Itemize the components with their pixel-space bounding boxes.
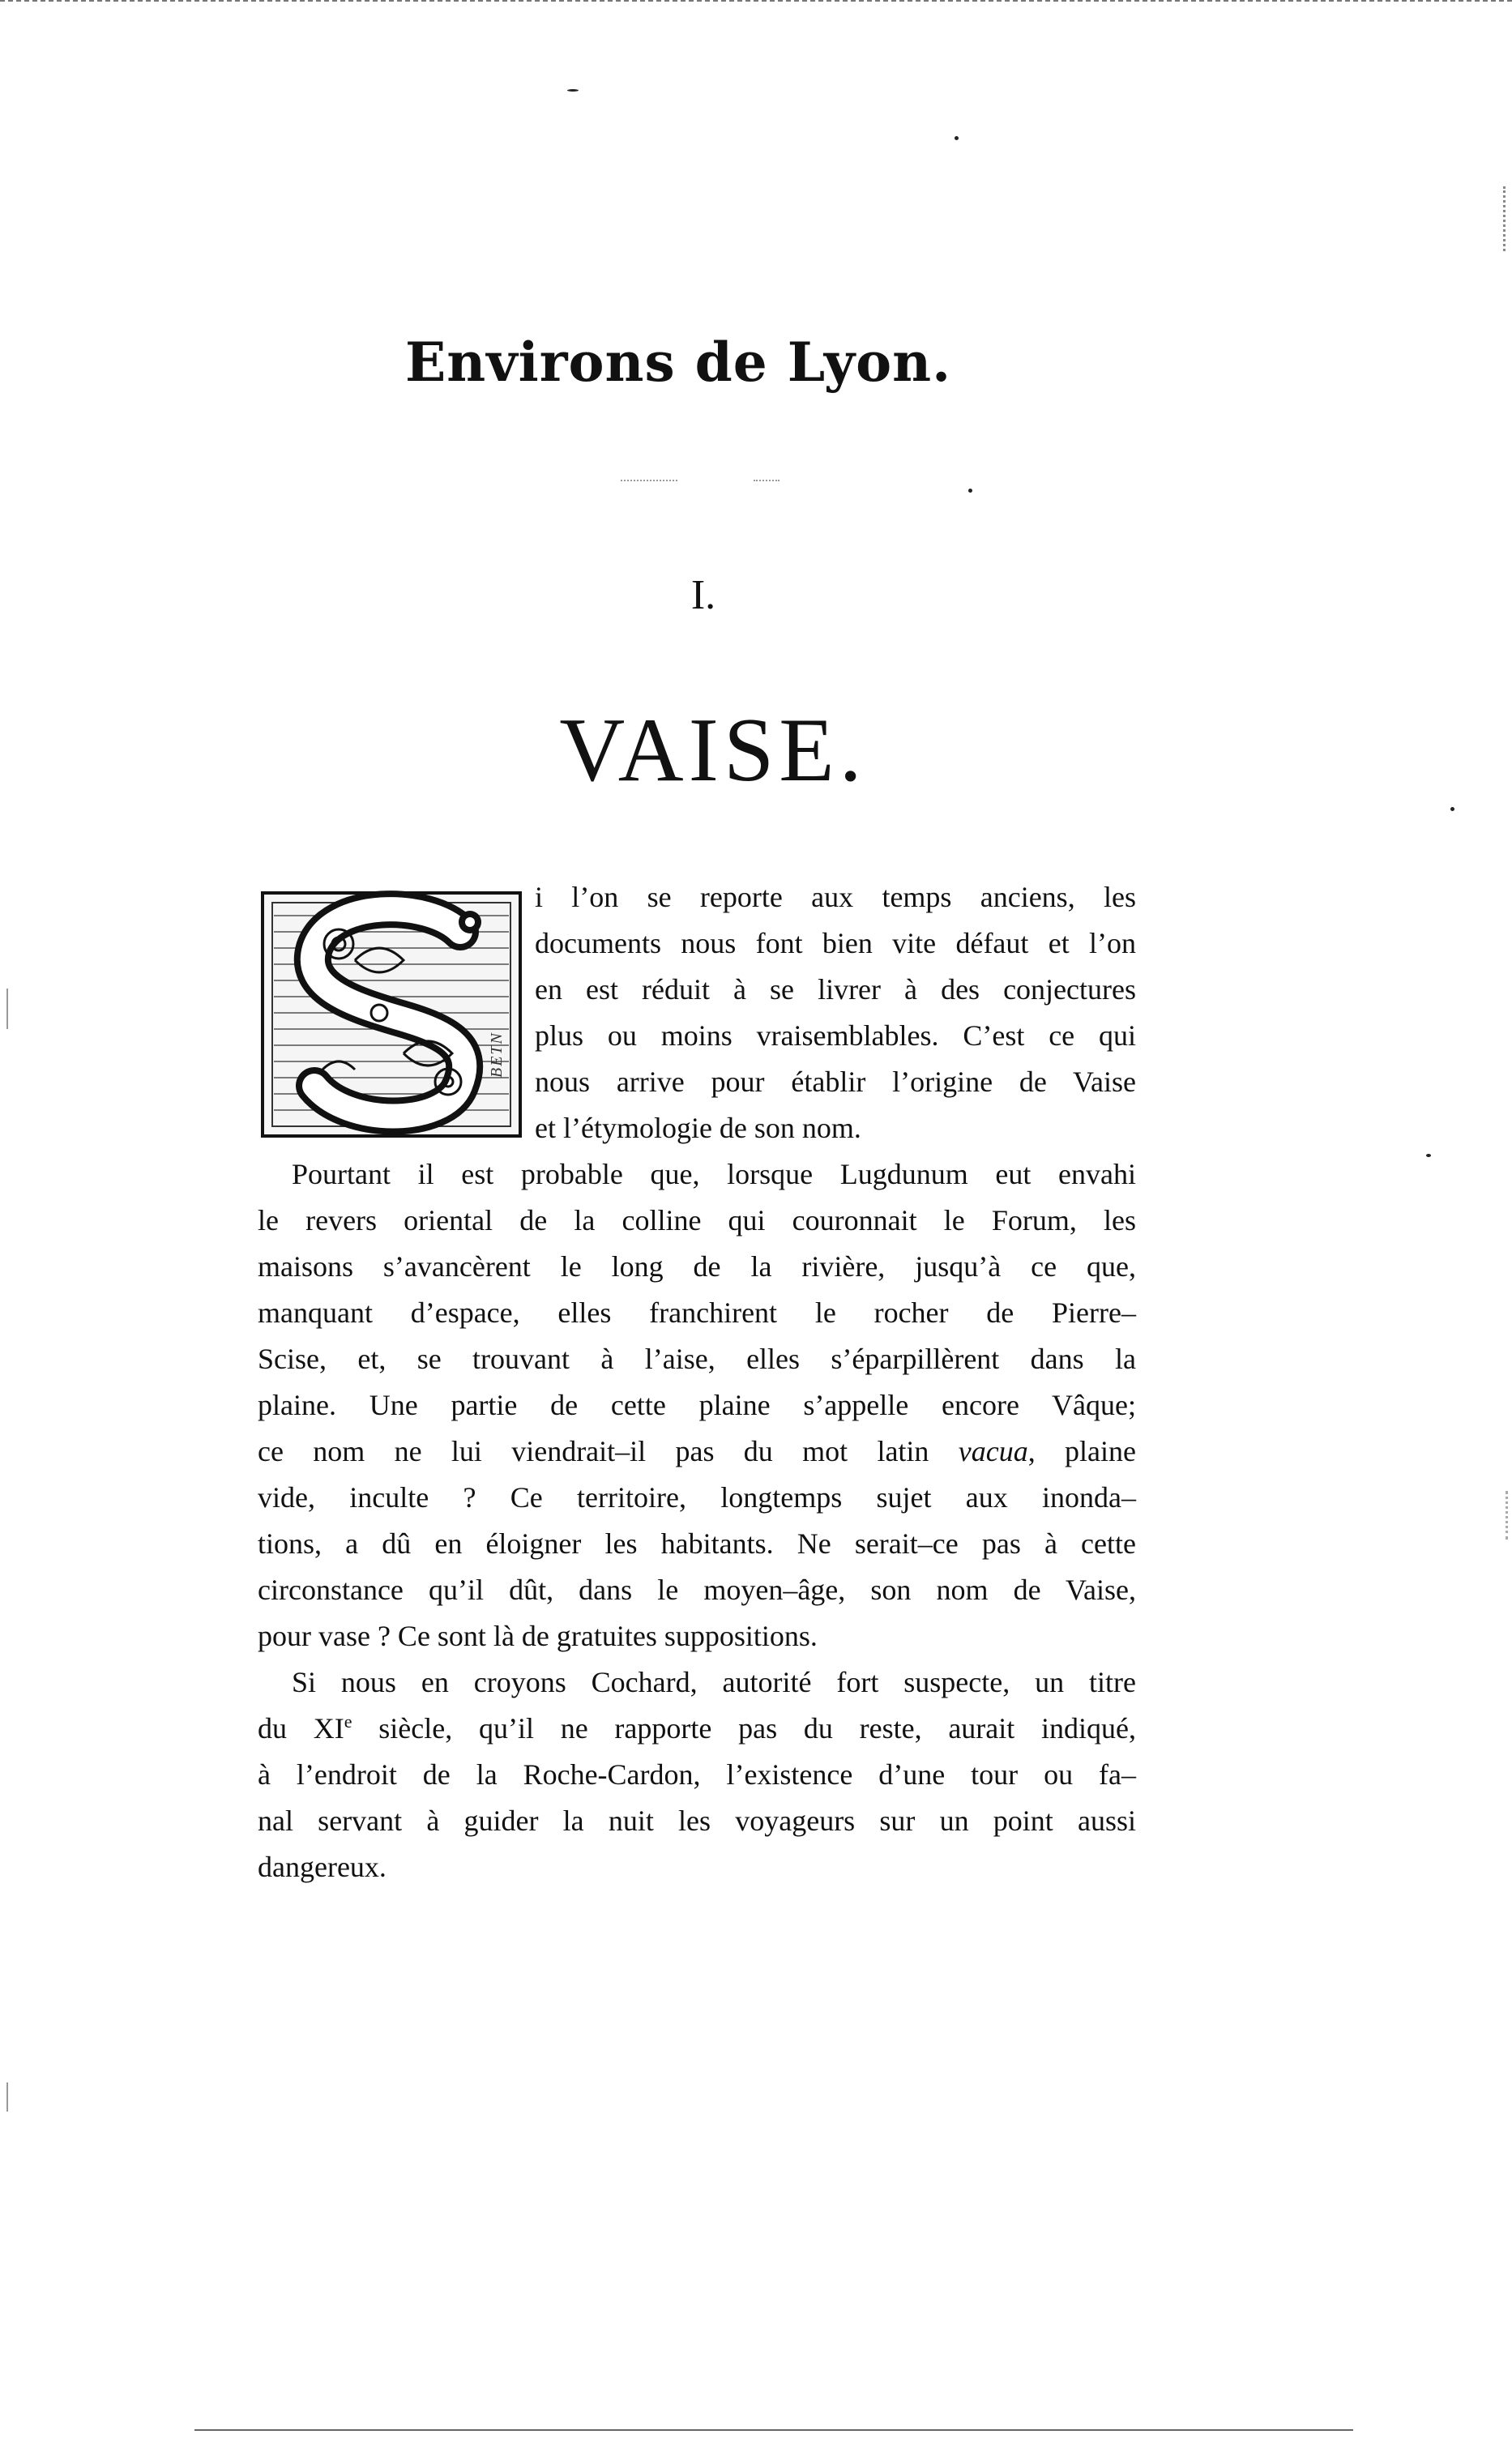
text-line: documents nous font bien vite défaut et l’on — [535, 927, 1136, 959]
chapter-number: I. — [690, 572, 716, 618]
opening-paragraph — [535, 874, 1136, 1151]
text-line: dangereux. — [258, 1851, 387, 1883]
text-line: pour vase ? Ce sont là de gratuites suppositions. — [258, 1620, 818, 1652]
text-line: i l’on se reporte aux temps anciens, les — [535, 881, 1136, 913]
ornamental-rule — [754, 480, 779, 481]
text-line: manquant d’espace, elles franchirent le rocher de Pierre– — [258, 1296, 1136, 1329]
text-line: Pourtant il est probable que, lorsque Lugdunum eut envahi — [292, 1158, 1136, 1190]
text-line: Si nous en croyons Cochard, autorité fort suspecte, un titre — [292, 1666, 1136, 1698]
scan-edge-mark — [6, 2082, 8, 2112]
text-line: plaine. Une partie de cette plaine s’appelle encore Vâque; — [258, 1389, 1136, 1421]
text-line: nal servant à guider la nuit les voyageurs sur un point aussi — [258, 1804, 1136, 1837]
text-line: circonstance qu’il dût, dans le moyen–âge, son nom de Vaise, — [258, 1574, 1136, 1606]
ink-speck — [1450, 807, 1454, 811]
running-title: Environs de Lyon. — [405, 331, 952, 394]
ornamental-rule — [621, 480, 677, 481]
text-segment: ce nom ne lui viendrait–il pas du mot latin — [258, 1435, 959, 1467]
text-segment: du XI — [258, 1712, 344, 1745]
scan-edge-mark — [1503, 186, 1506, 251]
ink-speck — [955, 136, 959, 140]
text-segment: siècle, qu’il ne rapporte pas du reste, aurait indiqué, — [352, 1712, 1136, 1745]
engraver-signature: BETN — [488, 1031, 506, 1078]
ink-speck — [1426, 1154, 1431, 1157]
text-line: Scise, et, se trouvant à l’aise, elles s’éparpillèrent dans la — [258, 1343, 1136, 1375]
text-line: en est réduit à se livrer à des conjectures — [535, 973, 1136, 1006]
chapter-title: VAISE. — [559, 700, 867, 801]
ornamental-dropcap-icon — [258, 883, 528, 1144]
scan-edge-bottom — [194, 2429, 1353, 2431]
paragraph-2 — [258, 1151, 1136, 1659]
ink-speck — [968, 489, 972, 493]
ink-speck — [567, 89, 579, 92]
paragraph-3 — [258, 1659, 1136, 1890]
text-segment: , plaine — [1027, 1435, 1136, 1467]
text-line: plus ou moins vraisemblables. C’est ce qui — [535, 1019, 1136, 1052]
text-line: le revers oriental de la colline qui couronnait le Forum, les — [258, 1204, 1136, 1236]
scan-edge-mark — [1506, 1491, 1508, 1540]
text-line: tions, a dû en éloigner les habitants. Ne serait–ce pas à cette — [258, 1527, 1136, 1560]
text-line: maisons s’avancèrent le long de la rivière, jusqu’à ce que, — [258, 1250, 1136, 1283]
latin-word: vacua — [958, 1435, 1028, 1467]
superscript: e — [344, 1711, 352, 1732]
text-line: nous arrive pour établir l’origine de Vaise — [535, 1066, 1136, 1098]
scan-edge-top — [0, 0, 1512, 6]
text-line: et l’étymologie de son nom. — [535, 1112, 861, 1144]
scan-edge-mark — [6, 989, 8, 1029]
text-line: à l’endroit de la Roche-Cardon, l’existence d’une tour ou fa– — [258, 1758, 1136, 1791]
text-line — [258, 1706, 1136, 1752]
text-line — [258, 1429, 1136, 1475]
text-line: vide, inculte ? Ce territoire, longtemps sujet aux inonda– — [258, 1481, 1136, 1514]
